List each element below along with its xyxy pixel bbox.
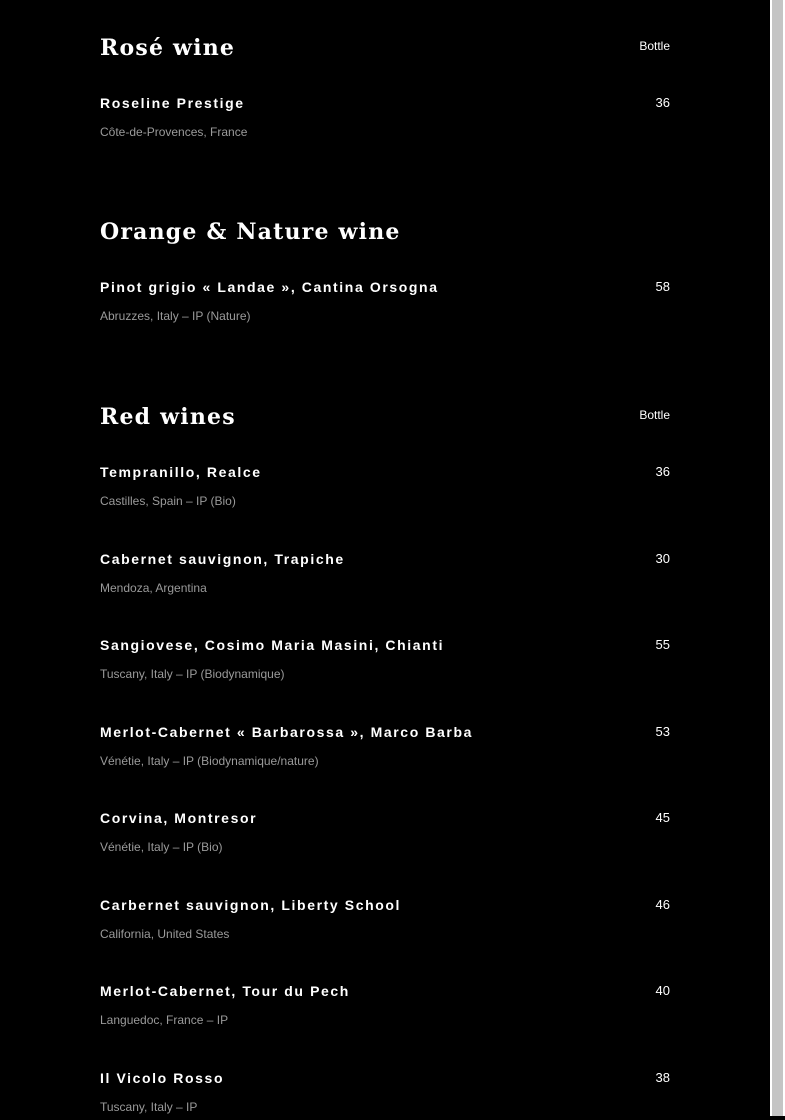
wine-origin: Tuscany, Italy – IP (Biodynamique) xyxy=(100,667,285,681)
wine-name: Pinot grigio « Landae », Cantina Orsogna xyxy=(100,279,439,295)
wine-origin: Côte-de-Provences, France xyxy=(100,125,248,139)
section-orange-nature-wine xyxy=(100,219,671,339)
wine-name: Il Vicolo Rosso xyxy=(100,1070,225,1086)
wine-name: Tempranillo, Realce xyxy=(100,464,262,480)
list-item xyxy=(100,279,671,329)
wine-name: Merlot-Cabernet, Tour du Pech xyxy=(100,983,350,999)
bottle-column-label: Bottle xyxy=(639,39,670,53)
wine-name: Merlot-Cabernet « Barbarossa », Marco Barba xyxy=(100,724,474,740)
wine-price: 38 xyxy=(655,1070,670,1085)
wine-origin: Vénétie, Italy – IP (Biodynamique/nature) xyxy=(100,754,319,768)
wine-price: 40 xyxy=(655,983,670,998)
section-title: Red wines xyxy=(100,404,236,430)
wine-price: 36 xyxy=(655,95,670,110)
list-item xyxy=(100,637,671,687)
wine-origin: Mendoza, Argentina xyxy=(100,581,207,595)
wine-name: Sangiovese, Cosimo Maria Masini, Chianti xyxy=(100,637,445,653)
list-item xyxy=(100,551,671,601)
section-rose-wine xyxy=(100,35,671,155)
list-item xyxy=(100,983,671,1033)
section-red-wines xyxy=(100,404,671,1116)
scrollbar-thumb[interactable] xyxy=(772,0,783,1116)
wine-price: 30 xyxy=(655,551,670,566)
wine-price: 46 xyxy=(655,897,670,912)
vertical-scrollbar[interactable] xyxy=(770,0,785,1116)
wine-price: 36 xyxy=(655,464,670,479)
wine-price: 53 xyxy=(655,724,670,739)
wine-origin: Castilles, Spain – IP (Bio) xyxy=(100,494,236,508)
list-item xyxy=(100,95,671,145)
bottle-column-label: Bottle xyxy=(639,408,670,422)
list-item xyxy=(100,724,671,774)
wine-origin: Abruzzes, Italy – IP (Nature) xyxy=(100,309,251,323)
list-item xyxy=(100,897,671,947)
section-title: Rosé wine xyxy=(100,35,236,61)
wine-price: 45 xyxy=(655,810,670,825)
section-title: Orange & Nature wine xyxy=(100,219,401,245)
list-item xyxy=(100,464,671,514)
wine-price: 58 xyxy=(655,279,670,294)
list-item xyxy=(100,810,671,860)
wine-name: Roseline Prestige xyxy=(100,95,245,111)
wine-name: Cabernet sauvignon, Trapiche xyxy=(100,551,345,567)
wine-origin: Vénétie, Italy – IP (Bio) xyxy=(100,840,223,854)
wine-origin: California, United States xyxy=(100,927,230,941)
wine-name: Carbernet sauvignon, Liberty School xyxy=(100,897,402,913)
wine-origin: Languedoc, France – IP xyxy=(100,1013,229,1027)
list-item xyxy=(100,1070,671,1120)
wine-name: Corvina, Montresor xyxy=(100,810,258,826)
wine-origin: Tuscany, Italy – IP xyxy=(100,1100,198,1114)
wine-price: 55 xyxy=(655,637,670,652)
